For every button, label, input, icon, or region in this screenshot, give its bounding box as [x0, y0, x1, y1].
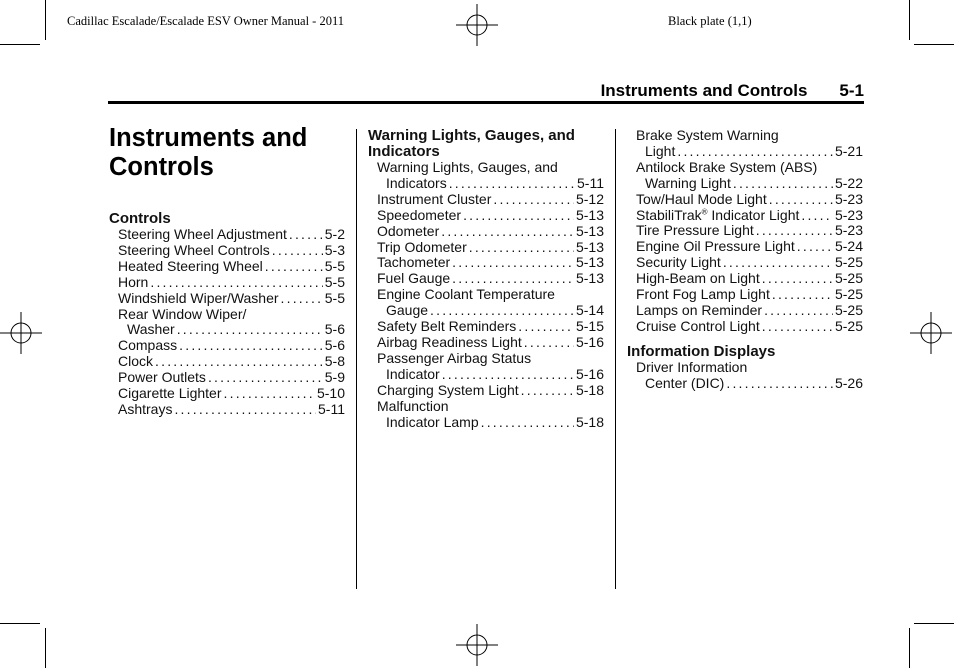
toc-entry: [368, 224, 604, 240]
leader-dots: [493, 192, 574, 208]
toc-entry: [627, 176, 863, 192]
toc-page-number: 5-5: [324, 257, 345, 274]
toc-entry-text: Steering Wheel Controls: [118, 241, 270, 258]
leader-dots: [769, 192, 833, 208]
toc-entry-line: Engine Coolant Temperature: [377, 286, 555, 303]
toc-entry: [368, 271, 604, 287]
section-heading: Controls: [109, 210, 171, 227]
toc-entry: [109, 227, 345, 243]
leader-dots: [452, 255, 574, 271]
toc-entry-title: [118, 275, 148, 291]
crop-mark: [45, 0, 46, 40]
crop-mark: [909, 628, 910, 668]
toc-entry-title: [118, 227, 287, 243]
leader-dots: [469, 240, 574, 256]
toc-page-number: 5-14: [575, 302, 604, 319]
toc-column-1: [109, 211, 345, 418]
leader-dots: [756, 223, 833, 239]
toc-entry-text: Safety Belt Reminders: [377, 318, 517, 335]
toc-page-number: 5-25: [834, 317, 863, 334]
toc-entry-line: Malfunction: [377, 397, 449, 414]
toc-page-number: 5-13: [575, 238, 604, 255]
toc-entry-line: Warning Lights, Gauges, and: [377, 159, 558, 175]
toc-entry-title: [636, 255, 721, 271]
toc-page-number: 5-8: [324, 353, 345, 370]
leader-dots: [441, 224, 574, 240]
toc-entry-text: StabiliTrak: [636, 206, 702, 223]
toc-entry-title: [636, 223, 754, 239]
leader-dots: [521, 383, 574, 399]
toc-entry-text: Tachometer: [377, 254, 451, 271]
toc-page-number: 5-13: [575, 206, 604, 223]
toc-entry-title: [118, 291, 279, 307]
leader-dots: [265, 259, 323, 275]
toc-entry-title: [377, 271, 450, 287]
toc-page-number: 5-16: [575, 333, 604, 350]
toc-entry-text: Engine Oil Pressure Light: [636, 238, 795, 255]
leader-dots: [174, 402, 316, 418]
leader-dots: [524, 335, 574, 351]
leader-dots: [452, 271, 574, 287]
leader-dots: [289, 227, 323, 243]
toc-entry-text: High-Beam on Light: [636, 270, 760, 287]
column-divider: [615, 129, 616, 589]
leader-dots: [224, 386, 315, 402]
toc-entry: [109, 338, 345, 354]
toc-entry-text: Indicator Light: [707, 206, 800, 223]
toc-entry-title: [118, 259, 263, 275]
toc-entry-text: Security Light: [636, 254, 721, 271]
toc-page-number: 5-15: [575, 318, 604, 335]
leader-dots: [801, 208, 833, 224]
toc-column-3: [627, 128, 863, 392]
toc-entry-title: [118, 386, 222, 402]
leader-dots: [726, 376, 833, 392]
toc-page-number: 5-25: [834, 254, 863, 271]
toc-entry: [627, 303, 863, 319]
toc-page-number: 5-25: [834, 301, 863, 318]
toc-entry-title: Indicators: [386, 174, 447, 191]
toc-entry: [368, 367, 604, 383]
toc-entry-title: [377, 192, 491, 208]
toc-page-number: 5-16: [575, 365, 604, 382]
crop-mark: [914, 623, 954, 624]
leader-dots: [733, 176, 833, 192]
toc-entry-title: Indicator Lamp: [386, 413, 479, 430]
toc-entry-title: [118, 370, 206, 386]
toc-entry: [109, 275, 345, 291]
toc-entry-line: Antilock Brake System (ABS): [636, 158, 818, 175]
toc-page-number: 5-5: [324, 289, 345, 306]
toc-entry: [368, 335, 604, 351]
leader-dots: [518, 319, 574, 335]
toc-entry: [109, 322, 345, 338]
toc-entry: [627, 287, 863, 303]
toc-entry-title: [118, 243, 270, 259]
leader-dots: [430, 303, 574, 319]
toc-page-number: 5-11: [577, 174, 604, 191]
leader-dots: [723, 255, 833, 271]
toc-entry-title: Washer: [127, 321, 175, 338]
toc-page-number: 5-6: [324, 321, 345, 338]
toc-page-number: 5-23: [834, 190, 863, 207]
registration-mark: [910, 312, 952, 354]
toc-entry: [109, 259, 345, 275]
toc-entry-title: Gauge: [386, 302, 429, 319]
toc-entry-text: Charging System Light: [377, 381, 519, 398]
toc-entry-title: Indicator: [386, 365, 440, 382]
toc-page-number: 5-2: [324, 226, 345, 242]
leader-dots: [179, 338, 323, 354]
toc-entry: [109, 370, 345, 386]
toc-entry-text: Power Outlets: [118, 369, 206, 386]
toc-entry-text: Ashtrays: [118, 400, 173, 417]
crop-mark: [45, 628, 46, 668]
toc-entry-title: [377, 383, 519, 399]
slug-right: Black plate (1,1): [668, 14, 752, 28]
toc-entry-text: Fuel Gauge: [377, 270, 451, 287]
running-head: [601, 81, 864, 101]
toc-entry-text: Windshield Wiper/Washer: [118, 289, 279, 306]
crop-mark: [914, 44, 954, 45]
toc-entry-title: Light: [645, 142, 676, 159]
toc-entry-text: Tire Pressure Light: [636, 222, 754, 239]
toc-entry-line: Brake System Warning: [636, 127, 779, 143]
registration-mark: [456, 4, 498, 46]
leader-dots: [797, 239, 833, 255]
toc-entry-title: [377, 240, 467, 256]
toc-page-number: 5-25: [834, 286, 863, 303]
leader-dots: [772, 287, 833, 303]
toc-entry-text: Front Fog Lamp Light: [636, 286, 770, 303]
toc-entry: [368, 192, 604, 208]
toc-entry: [109, 386, 345, 402]
toc-page-number: 5-26: [834, 374, 863, 391]
toc-entry: [627, 144, 863, 160]
toc-entry: [368, 415, 604, 431]
toc-entry: [368, 208, 604, 224]
toc-entry-line: Driver Information: [636, 358, 748, 375]
toc-entry: [109, 354, 345, 370]
toc-page-number: 5-11: [318, 400, 345, 417]
leader-dots: [150, 275, 322, 291]
toc-entry: [368, 176, 604, 192]
toc-page-number: 5-22: [834, 174, 863, 191]
leader-dots: [177, 322, 323, 338]
toc-entry-text: Cigarette Lighter: [118, 385, 222, 402]
chapter-title-line: Instruments and: [109, 124, 308, 152]
toc-entry-line: Passenger Airbag Status: [377, 349, 532, 366]
toc-entry: [109, 243, 345, 259]
registration-mark: [456, 624, 498, 666]
toc-entry-text: Steering Wheel Adjustment: [118, 226, 287, 242]
leader-dots: [155, 354, 323, 370]
toc-entry-title: [636, 303, 762, 319]
toc-page-number: 5-12: [575, 190, 604, 207]
leader-dots: [281, 291, 323, 307]
toc-entry-title: [636, 319, 760, 335]
toc-page-number: 5-25: [834, 270, 863, 287]
leader-dots: [208, 370, 323, 386]
toc-entry: [627, 255, 863, 271]
leader-dots: [449, 176, 575, 192]
leader-dots: [272, 243, 323, 259]
toc-page-number: 5-13: [575, 222, 604, 239]
toc-entry-title: [377, 255, 450, 271]
chapter-title-line: Controls: [109, 153, 214, 181]
toc-entry-text: Horn: [118, 273, 149, 290]
toc-page-number: 5-23: [834, 206, 863, 223]
toc-entry-title: [636, 287, 770, 303]
leader-dots: [463, 208, 574, 224]
toc-entry-text: Heated Steering Wheel: [118, 257, 263, 274]
toc-entry-text: Instrument Cluster: [377, 190, 492, 207]
toc-entry-text: Speedometer: [377, 206, 462, 223]
toc-page-number: 5-9: [324, 369, 345, 386]
leader-dots: [481, 415, 574, 431]
registered-mark: ®: [701, 206, 708, 216]
leader-dots: [762, 319, 833, 335]
toc-entry-title: [636, 208, 799, 224]
leader-dots: [762, 271, 833, 287]
crop-mark: [909, 0, 910, 40]
toc-entry-text: Clock: [118, 353, 154, 370]
running-head-section: Instruments and Controls: [600, 81, 808, 100]
toc-entry: [627, 271, 863, 287]
toc-page-number: 5-13: [575, 270, 604, 287]
toc-entry-text: Compass: [118, 337, 178, 354]
toc-entry-text: Airbag Readiness Light: [377, 333, 522, 350]
toc-entry: [109, 291, 345, 307]
crop-mark: [0, 623, 40, 624]
toc-entry-title: [636, 239, 795, 255]
toc-entry: [109, 402, 345, 418]
toc-entry: [627, 223, 863, 239]
toc-page-number: 5-10: [316, 385, 345, 402]
toc-entry-text: Lamps on Reminder: [636, 301, 763, 318]
toc-column-2: [368, 128, 604, 430]
toc-page-number: 5-13: [575, 254, 604, 271]
toc-entry-text: Tow/Haul Mode Light: [636, 190, 767, 207]
toc-entry: [368, 303, 604, 319]
leader-dots: [442, 367, 574, 383]
toc-entry-title: [636, 192, 767, 208]
registration-mark: [0, 312, 42, 354]
toc-entry-line: Rear Window Wiper/: [118, 305, 247, 322]
toc-entry-title: [377, 224, 439, 240]
toc-page-number: 5-18: [575, 381, 604, 398]
toc-page-number: 5-24: [834, 238, 863, 255]
chapter-title: [109, 124, 307, 182]
toc-entry-text: Trip Odometer: [377, 238, 467, 255]
crop-mark: [0, 44, 40, 45]
toc-entry-title: [636, 271, 760, 287]
toc-entry: [627, 208, 863, 224]
slug-left: Cadillac Escalade/Escalade ESV Owner Manual - 2011: [67, 14, 344, 28]
toc-entry-title: [377, 319, 516, 335]
toc-page-number: 5-3: [324, 241, 345, 258]
toc-entry: [627, 239, 863, 255]
toc-entry-title: [118, 354, 153, 370]
toc-entry: [627, 319, 863, 335]
toc-entry-text: Cruise Control Light: [636, 317, 760, 334]
toc-entry-title: Warning Light: [645, 174, 731, 191]
toc-entry-title: [377, 208, 461, 224]
toc-entry: [368, 255, 604, 271]
toc-entry-title: [118, 402, 172, 418]
column-divider: [356, 129, 357, 589]
toc-entry: [368, 319, 604, 335]
toc-page-number: 5-21: [834, 142, 863, 159]
toc-entry-title: Center (DIC): [645, 374, 725, 391]
toc-entry-title: [118, 338, 177, 354]
toc-entry-title: [377, 335, 522, 351]
running-head-page: 5-1: [839, 81, 864, 100]
toc-page-number: 5-5: [324, 273, 345, 290]
leader-dots: [677, 144, 833, 160]
toc-entry: [368, 240, 604, 256]
toc-page-number: 5-18: [575, 413, 604, 430]
section-heading: Warning Lights, Gauges, and Indicators: [368, 127, 575, 160]
toc-entry: [368, 383, 604, 399]
toc-entry: [627, 192, 863, 208]
toc-page-number: 5-23: [834, 222, 863, 239]
toc-entry-text: Odometer: [377, 222, 440, 239]
leader-dots: [764, 303, 833, 319]
section-heading: Information Displays: [627, 342, 776, 360]
toc-page-number: 5-6: [324, 337, 345, 354]
header-rule: [108, 101, 864, 104]
toc-entry: [627, 376, 863, 392]
